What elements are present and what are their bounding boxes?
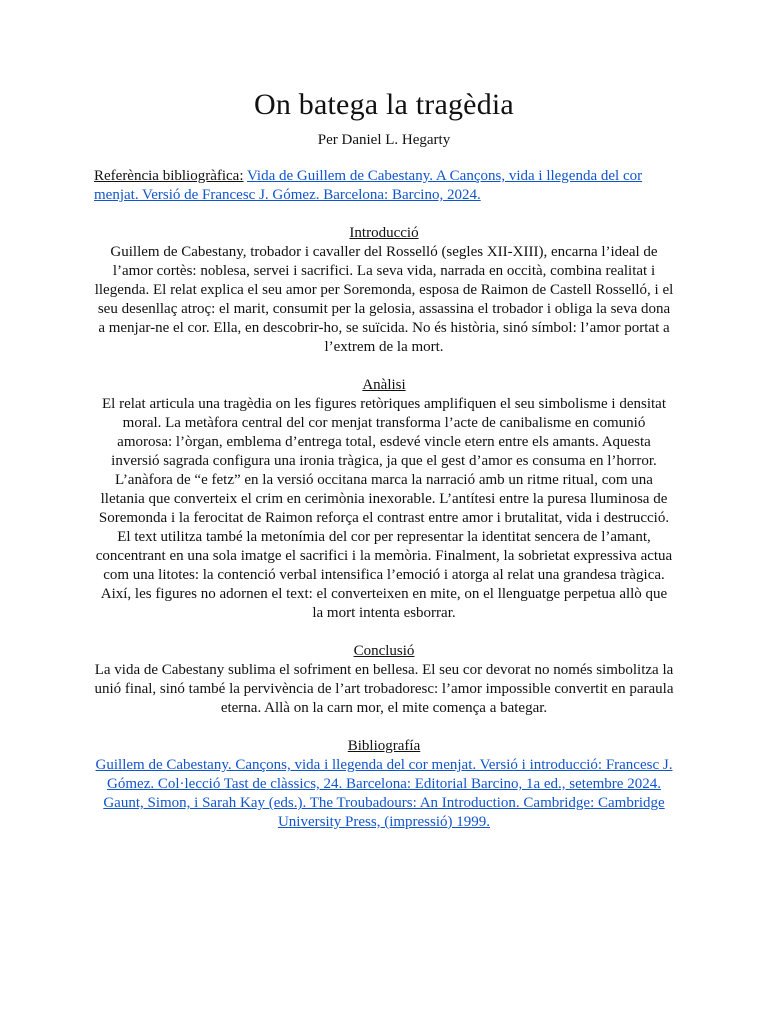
analysis-paragraph-3: El text utilitza també la metonímia del cor per representar la identitat sencera de l’amant, concentrant en una sola imatge el sacrifici i la memòria. Finalment, la sobrietat expressiva actua com una litotes: la contenció verbal intensifica l’emoció i atorga al relat una grandesa tràgica. Així, les figures no adornen el text: el converteixen en mite, on el llenguatge perpetua allò que la mort intenta esborrar.	[95, 529, 673, 621]
analysis-section	[94, 376, 674, 623]
introduction-section	[94, 224, 674, 357]
bibliography-section	[94, 737, 674, 832]
bibliographic-reference	[94, 167, 674, 205]
document-page	[94, 86, 674, 832]
analysis-paragraph-2: L’anàfora de “e fetz” en la versió occitana marca la narració amb un ritme ritual, com una lletania que converteix el crim en cerimònia inexorable. L’antítesi entre la puresa lluminosa de Soremonda i la ferocitat de Raimon reforça el contrast entre amor i brutalitat, vida i destrucció.	[98, 472, 670, 526]
bibliography-link-1[interactable]: Guillem de Cabestany. Cançons, vida i llegenda del cor menjat. Versió i introducció: Francesc J. Gómez. Col·lecció Tast de clàssics, 24. Barcelona: Editorial Barcino, 1a ed., setembre 2024.	[95, 757, 673, 792]
conclusion-heading: Conclusió	[353, 643, 415, 659]
page-title: On batega la tragèdia	[254, 88, 514, 121]
reference-label: Referència bibliogràfica:	[94, 168, 244, 184]
bibliography-heading: Bibliografía	[347, 738, 421, 754]
bibliography-link-2[interactable]: Gaunt, Simon, i Sarah Kay (eds.). The Troubadours: An Introduction. Cambridge: Cambridge University Press, (impressió) 1999.	[103, 795, 665, 830]
author-byline: Per Daniel L. Hegarty	[317, 132, 451, 148]
analysis-paragraph-1: El relat articula una tragèdia on les figures retòriques amplifiquen el seu simbolisme i densitat moral. La metàfora central del cor menjat transforma l’acte de canibalisme en comunió amorosa: l’òrgan, emblema d’entrega total, esdevé vincle etern entre els amants. Aquesta inversió sagrada configura una ironia tràgica, ja que el gest d’amor es consuma en l’horror.	[102, 396, 666, 469]
introduction-paragraph: Guillem de Cabestany, trobador i cavaller del Rosselló (segles XII-XIII), encarna l’ideal de l’amor cortès: noblesa, servei i sacrifici. La seva vida, narrada en occità, combina realitat i llegenda. El relat explica el seu amor per Soremonda, esposa de Raimon de Castell Rosselló, i el seu desenllaç atroç: el marit, consumit per la gelosia, assassina el trobador i obliga la seva dona a menjar-ne el cor. Ella, en descobrir-ho, se suïcida. No és història, sinó símbol: l’amor portat a l’extrem de la mort.	[94, 244, 674, 355]
analysis-heading: Anàlisi	[362, 377, 406, 393]
conclusion-paragraph: La vida de Cabestany sublima el sofriment en bellesa. El seu cor devorat no només simbolitza la unió final, sinó també la pervivència de l’art trobadoresc: l’amor impossible convertit en paraula eterna. Allà on la carn mor, el mite comença a bategar.	[94, 662, 674, 716]
conclusion-section	[94, 642, 674, 718]
reference-link[interactable]: Vida de Guillem de Cabestany. A Cançons, vida i llegenda del cor menjat. Versió de Francesc J. Gómez. Barcelona: Barcino, 2024.	[94, 168, 643, 203]
introduction-heading: Introducció	[349, 225, 419, 241]
